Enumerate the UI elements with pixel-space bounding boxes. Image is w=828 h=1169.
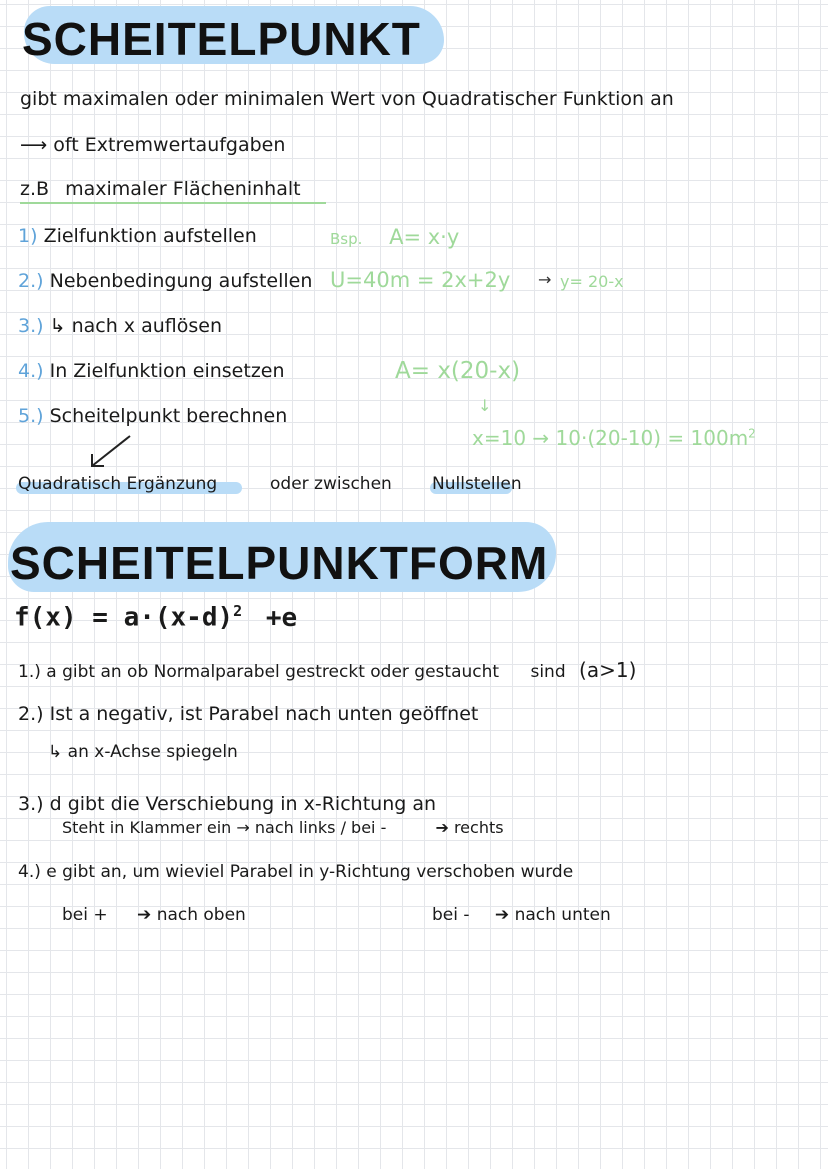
result-formula: x=10 → 10·(20-10) = 100m: [472, 426, 749, 450]
point-4: [18, 862, 573, 882]
down-arrow-icon: ↓: [478, 396, 492, 415]
point-subtext-b: nach links / bei -: [254, 818, 387, 837]
step-number: 4.: [18, 360, 37, 382]
step-text: In Zielfunktion einsetzen: [49, 360, 285, 382]
point-condition: (a>1): [579, 658, 637, 682]
formula-exponent: 2: [233, 602, 243, 620]
zb-label: z.B: [20, 178, 50, 200]
step-1: 1) Zielfunktion aufstellen: [18, 225, 257, 247]
oft-text: oft Extremwertaufgaben: [53, 134, 286, 156]
diagonal-arrow-icon: [86, 432, 134, 476]
result-exponent: 2: [748, 426, 756, 441]
point-number: 1.): [18, 662, 41, 682]
step-4: 4.) In Zielfunktion einsetzen: [18, 360, 285, 382]
point-number: 2.): [18, 703, 44, 725]
bsp-label: Bsp.: [330, 230, 363, 248]
solved-formula: y= 20-x: [560, 272, 624, 291]
hook-arrow-icon: ↳: [48, 742, 63, 762]
point-plus-label: bei +: [62, 905, 108, 925]
example-down-arrow: [478, 396, 491, 415]
point-sind: sind: [530, 662, 566, 682]
step-number: 5.: [18, 405, 37, 427]
constraint-formula: U=40m = 2x+2y: [330, 268, 511, 292]
method-a: Quadratisch Ergänzung: [18, 474, 218, 494]
step-number: 2.: [18, 270, 37, 292]
point-4-minus: [432, 905, 611, 925]
point-text: d gibt die Verschiebung in x-Richtung an: [49, 793, 437, 815]
point-minus-label: bei -: [432, 905, 470, 925]
substituted-formula: A= x(20-x): [395, 358, 521, 384]
point-4-plus: [62, 905, 246, 925]
method-b: Nullstellen: [432, 474, 522, 494]
method-or: oder zwischen: [270, 474, 392, 494]
diagonal-arrow-svg: [86, 432, 134, 472]
point-2-sub: [48, 742, 238, 762]
point-text: e gibt an, um wieviel Parabel in y-Richtung verschoben wurde: [46, 862, 574, 882]
point-plus-dir: nach oben: [156, 905, 246, 925]
oft-line: [20, 134, 285, 156]
section2-title: SCHEITELPUNKTFORM: [10, 537, 549, 589]
example-solved: [560, 272, 624, 291]
point-1: [18, 658, 636, 682]
step-text: nach x auflösen: [71, 315, 222, 337]
step-number: 1: [18, 225, 31, 247]
right-arrow-icon: ➔: [435, 818, 449, 837]
example-bsp: [330, 225, 459, 249]
point-3-sub: [62, 818, 504, 837]
step-text: Scheitelpunkt berechnen: [49, 405, 288, 427]
point-subtext-a: Steht in Klammer ein: [62, 818, 232, 837]
step-2: 2.) Nebenbedingung aufstellen: [18, 270, 313, 292]
right-arrow-icon: ➔: [494, 905, 510, 925]
zb-line: [20, 178, 301, 200]
step-text: Nebenbedingung aufstellen: [49, 270, 313, 292]
point-subtext: an x-Achse spiegeln: [67, 742, 238, 762]
right-arrow-icon: ➔: [137, 905, 152, 925]
right-arrow-icon: →: [236, 818, 250, 837]
step-3: 3.) ↳ nach x auflösen: [18, 315, 222, 337]
example-substituted: [395, 358, 520, 384]
constraint-arrow: [538, 270, 551, 289]
point-text: Ist a negativ, ist Parabel nach unten geöffnet: [49, 703, 479, 725]
right-arrow-icon: ⟶: [20, 134, 48, 156]
zb-text: maximaler Flächeninhalt: [65, 178, 301, 200]
point-number: 3.): [18, 793, 44, 815]
step-number: 3.: [18, 315, 37, 337]
zb-underline: [20, 202, 326, 204]
bsp-formula: A= x·y: [389, 225, 460, 249]
page-title: SCHEITELPUNKT: [22, 13, 421, 65]
vertex-form-formula: [14, 602, 297, 633]
point-minus-dir: nach unten: [514, 905, 611, 925]
hook-arrow-icon: ↳: [49, 315, 66, 337]
intro-text: gibt maximalen oder minimalen Wert von Quadratischer Funktion an: [20, 88, 674, 110]
formula-base: f(x) = a·(x-d): [14, 602, 234, 633]
point-3: [18, 793, 436, 815]
point-number: 4.): [18, 862, 41, 882]
right-arrow-icon: →: [538, 270, 552, 289]
point-subtext-c: rechts: [453, 818, 504, 837]
step-text: Zielfunktion aufstellen: [43, 225, 257, 247]
example-result: [472, 426, 756, 450]
point-text: a gibt an ob Normalparabel gestreckt oder gestaucht: [46, 662, 500, 682]
formula-tail: +e: [265, 602, 298, 633]
point-2: [18, 703, 478, 725]
step-5: 5.) Scheitelpunkt berechnen: [18, 405, 288, 427]
example-constraint: [330, 268, 510, 292]
